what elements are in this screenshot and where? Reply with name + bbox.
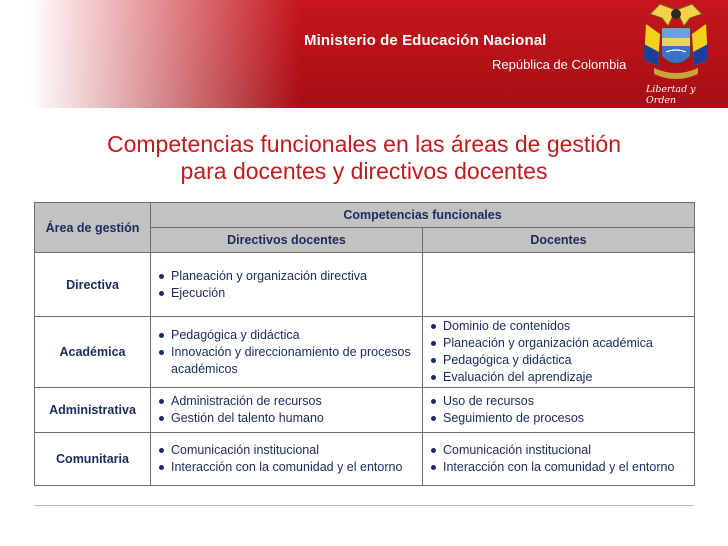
list-item: Comunicación institucional [431,442,688,459]
directivos-list [151,393,422,427]
table-row [35,433,695,486]
list-item: Planeación y organización directiva [159,268,416,285]
header-area-gestion: Área de gestión [35,203,151,253]
docentes-cell [423,433,695,486]
list-item: Pedagógica y didáctica [159,327,416,344]
table-row [35,253,695,317]
directivos-cell [151,253,423,317]
directivos-cell [151,317,423,388]
header-banner-fade [0,0,300,108]
list-item: Pedagógica y didáctica [431,352,688,369]
list-item: Comunicación institucional [159,442,416,459]
directivos-cell [151,388,423,433]
area-cell: Académica [35,317,151,388]
list-item: Interacción con la comunidad y el entorno [159,459,416,476]
page-title [40,131,688,185]
title-line-2: para docentes y directivos docentes [180,158,548,184]
table-row [35,317,695,388]
list-item: Evaluación del aprendizaje [431,369,688,386]
header-docentes: Docentes [423,228,695,253]
directivos-cell [151,433,423,486]
area-cell: Comunitaria [35,433,151,486]
list-item: Uso de recursos [431,393,688,410]
docentes-list [423,442,694,476]
area-cell: Directiva [35,253,151,317]
directivos-list [151,327,422,378]
directivos-list [151,268,422,302]
header-directivos: Directivos docentes [151,228,423,253]
docentes-list [423,318,694,386]
header-competencias: Competencias funcionales [151,203,695,228]
list-item: Seguimiento de procesos [431,410,688,427]
list-item: Ejecución [159,285,416,302]
docentes-cell [423,317,695,388]
list-item: Interacción con la comunidad y el entorno [431,459,688,476]
docentes-cell [423,388,695,433]
list-item: Planeación y organización académica [431,335,688,352]
docentes-cell [423,253,695,317]
footer-divider [34,505,694,506]
list-item: Innovación y direccionamiento de procesos académicos [159,344,416,378]
list-item: Administración de recursos [159,393,416,410]
table-row [35,388,695,433]
republic-name: República de Colombia [492,57,627,72]
competencias-table [34,202,695,486]
title-line-1: Competencias funcionales en las áreas de gestión [107,131,621,157]
list-item: Gestión del talento humano [159,410,416,427]
national-motto: Libertad y Orden [646,84,696,106]
ministry-name: Ministerio de Educación Nacional [304,32,547,49]
directivos-list [151,442,422,476]
docentes-list [423,393,694,427]
list-item: Dominio de contenidos [431,318,688,335]
area-cell: Administrativa [35,388,151,433]
